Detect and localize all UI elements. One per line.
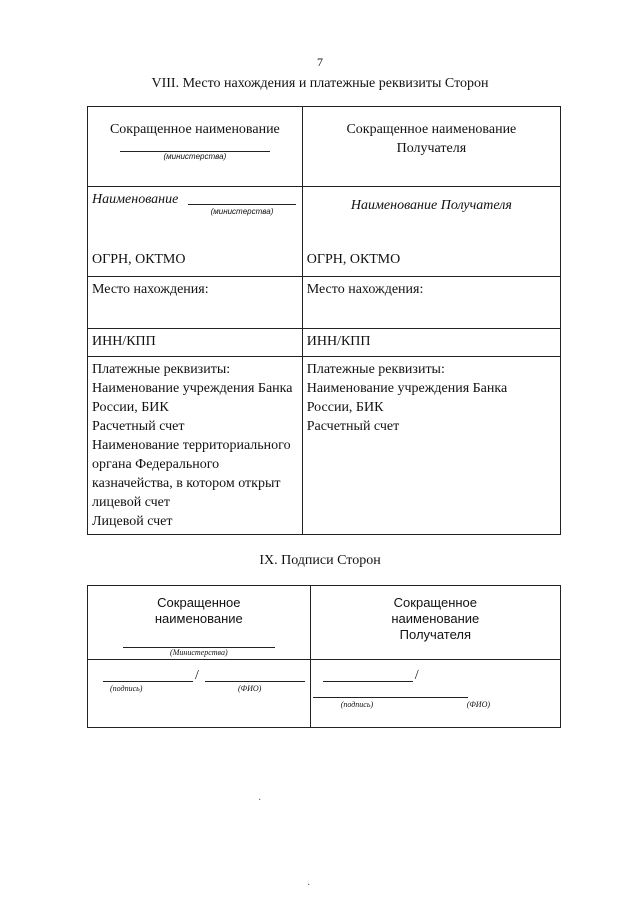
left-payment-line: органа Федерального	[92, 457, 220, 472]
right-inn: ИНН/КПП	[302, 329, 560, 357]
left-short-name-hint: (министерства)	[163, 152, 227, 161]
left-fio-line	[205, 681, 305, 682]
section-8-title: VIII. Место нахождения и платежные реквизиты Сторон	[151, 76, 489, 91]
left-slash: /	[195, 668, 199, 683]
right-sign-line3: Получателя	[399, 627, 471, 642]
section-9-title: IX. Подписи Сторон	[259, 553, 381, 568]
right-name-cell	[302, 187, 560, 277]
right-short-name-cell	[302, 107, 560, 187]
left-fio-hint: (ФИО)	[238, 684, 262, 693]
left-name-hint: (министерства)	[210, 207, 274, 216]
left-name-label: Наименование	[92, 192, 179, 207]
right-sign-line2: наименование	[391, 611, 480, 626]
left-short-name-cell	[88, 107, 303, 187]
right-location: Место нахождения:	[302, 277, 560, 329]
right-signature-line	[323, 681, 413, 682]
right-fio-line	[313, 697, 468, 698]
right-payment-line: Наименование учреждения Банка	[306, 381, 508, 396]
left-ogrn: ОГРН, ОКТМО	[92, 252, 186, 267]
left-sign-line1: Сокращенное	[157, 595, 241, 610]
requisites-table	[87, 106, 561, 535]
left-location: Место нахождения:	[88, 277, 303, 329]
left-payment-line: Расчетный счет	[92, 419, 185, 434]
left-payment-line: Наименование территориального	[92, 438, 291, 453]
left-signature-line	[103, 681, 193, 682]
right-signature-cell	[310, 660, 560, 728]
right-sign-line1: Сокращенное	[393, 595, 478, 610]
left-payment-line: казначейства, в котором открыт	[92, 476, 281, 491]
left-payment-line: России, БИК	[92, 400, 169, 415]
left-inn: ИНН/КПП	[88, 329, 303, 357]
left-sign-hint-sub: (подпись)	[110, 684, 143, 693]
page-number: 7	[317, 55, 323, 69]
left-name-line	[188, 204, 296, 205]
right-sign-hint: (подпись)	[340, 700, 374, 709]
left-payment-line: Лицевой счет	[92, 514, 173, 529]
right-sign-header	[310, 586, 560, 660]
left-sign-header	[88, 586, 311, 660]
right-fio-hint: (ФИО)	[466, 700, 491, 709]
right-short-name-line1: Сокращенное наименование	[346, 122, 517, 137]
left-payment-line: Платежные реквизиты:	[92, 362, 231, 377]
right-payment-line: России, БИК	[306, 400, 384, 415]
right-payment-line: Платежные реквизиты:	[306, 362, 445, 377]
scan-speck: ·	[307, 880, 311, 891]
scan-speck: ·	[258, 795, 262, 806]
left-payment-line: лицевой счет	[92, 495, 170, 510]
left-payment-line: Наименование учреждения Банка	[92, 381, 293, 396]
right-ogrn: ОГРН, ОКТМО	[306, 252, 401, 267]
left-sign-hint: (Министерства)	[170, 648, 228, 657]
right-short-name-line2: Получателя	[396, 141, 467, 156]
left-sign-line2: наименование	[154, 611, 243, 626]
right-slash: /	[414, 668, 419, 683]
right-payment-line: Расчетный счет	[306, 419, 400, 434]
left-name-cell	[88, 187, 303, 277]
left-signature-cell	[88, 660, 311, 728]
signatures-table	[87, 585, 561, 728]
left-short-name-label: Сокращенное наименование	[109, 122, 280, 137]
right-name-label: Наименование Получателя	[350, 198, 512, 213]
right-payment-cell	[302, 357, 560, 535]
left-payment-cell	[88, 357, 303, 535]
